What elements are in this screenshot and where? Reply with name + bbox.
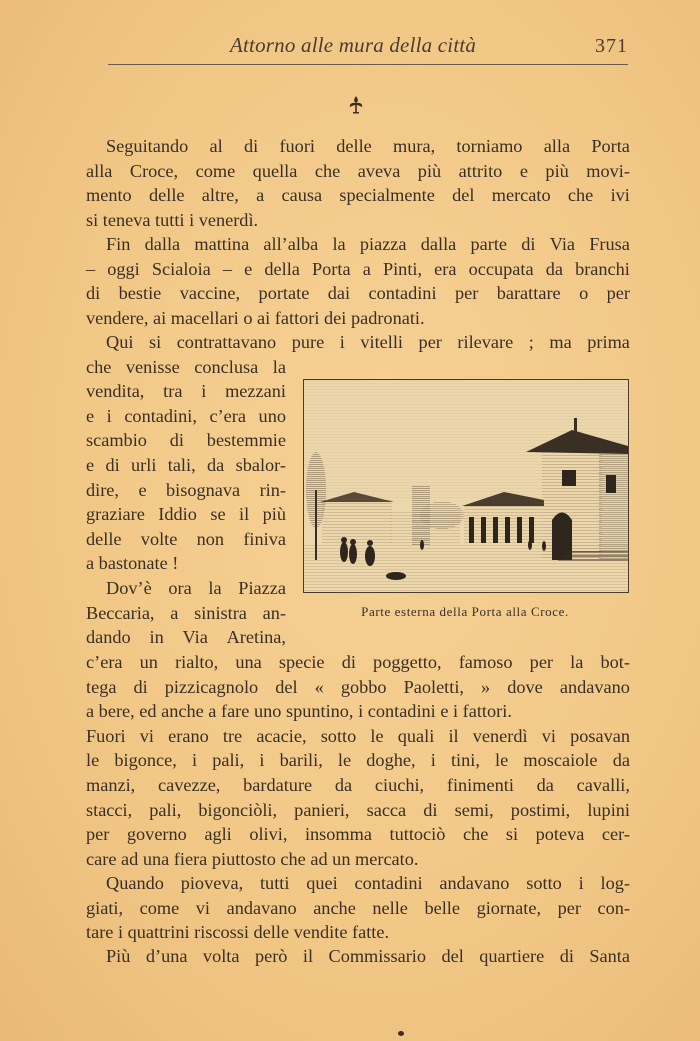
word: belle <box>424 897 460 918</box>
word: sotto <box>526 873 562 893</box>
text-line <box>86 601 286 626</box>
word: all’alba <box>263 234 319 254</box>
text-line <box>86 675 630 700</box>
word: bot- <box>600 652 630 672</box>
word: vi <box>541 725 556 746</box>
word: Frusa <box>589 234 630 254</box>
word: movi- <box>586 160 630 181</box>
text-line <box>86 281 630 306</box>
word: di <box>243 136 259 156</box>
word: Qui <box>106 332 134 352</box>
word: mezzani <box>225 381 286 402</box>
word: bigonciòli, <box>198 799 278 820</box>
text-line <box>86 404 286 429</box>
word: contadini <box>354 873 423 893</box>
word: insomma <box>304 824 372 845</box>
text-line <box>86 502 286 527</box>
word: specialmente <box>339 185 435 206</box>
word: postimi, <box>510 799 571 820</box>
word: della <box>264 258 300 279</box>
word: e <box>244 258 253 279</box>
text-line <box>86 650 630 675</box>
word: il <box>239 504 250 525</box>
word: – <box>86 258 96 279</box>
word: di <box>86 283 101 304</box>
word: gobbo <box>340 676 387 697</box>
word: attrito <box>458 160 503 181</box>
word: che <box>567 185 594 206</box>
running-head <box>108 30 628 62</box>
word: ora <box>168 577 192 598</box>
word: venerdì <box>472 725 528 746</box>
text-line <box>86 134 630 159</box>
word: Fin <box>106 234 131 254</box>
word: di <box>105 454 120 475</box>
word: la <box>208 577 222 598</box>
word: che <box>86 356 112 377</box>
word: parte <box>470 234 508 254</box>
word: dire, <box>86 479 119 500</box>
word: a <box>256 185 265 206</box>
word: Quando <box>106 873 164 893</box>
word: Più <box>106 946 131 966</box>
word: tini, <box>450 750 480 771</box>
word: contadini, <box>124 405 197 426</box>
word: i <box>201 381 207 402</box>
word: acacie, <box>256 725 307 746</box>
word: cer- <box>601 824 630 845</box>
word: cavezze, <box>157 774 221 795</box>
word: poggetto, <box>373 652 442 672</box>
word: come <box>195 160 236 181</box>
text-line <box>86 822 630 847</box>
word: andavano <box>226 897 297 918</box>
word: – <box>222 258 233 279</box>
word: pizzicagnolo <box>164 676 259 697</box>
text-line: si teneva tutti i venerdì. <box>86 209 259 230</box>
word: governo <box>126 824 187 845</box>
word: mura, <box>393 136 436 156</box>
fleuron-icon <box>345 94 367 116</box>
word: agli <box>204 824 232 845</box>
text-line: a bastonate ! <box>86 553 179 574</box>
word: pali, <box>212 750 245 771</box>
word: Scialoia <box>151 258 211 279</box>
word: venisse <box>125 356 180 377</box>
word: contrattavano <box>176 332 277 352</box>
word: Fuori <box>86 725 126 746</box>
word: bestie <box>118 283 162 304</box>
text-line <box>86 232 630 257</box>
word: i <box>191 750 198 771</box>
word: delle <box>86 528 122 549</box>
word: dai <box>327 283 351 304</box>
word: dalla <box>144 234 181 254</box>
word: di <box>559 946 574 966</box>
word: mattina <box>194 234 250 254</box>
word: quella <box>252 160 298 181</box>
word: vi <box>139 725 154 746</box>
word: prima <box>587 332 630 352</box>
text-line <box>86 183 630 208</box>
word: ivi <box>610 185 630 206</box>
word: da <box>545 258 563 279</box>
text-line <box>86 330 630 355</box>
word: tre <box>222 725 243 746</box>
word: per <box>557 897 581 918</box>
engraving-illustration <box>303 379 629 593</box>
word: posavan <box>570 725 630 746</box>
word: c’era <box>209 405 246 426</box>
word: tutti <box>259 873 290 893</box>
word: altre, <box>201 185 239 206</box>
word: dove <box>507 676 543 697</box>
word: volte <box>140 528 178 549</box>
word: giati, <box>86 897 124 918</box>
word: pure <box>291 332 325 352</box>
text-line <box>86 453 286 478</box>
running-title: Attorno alle mura della città <box>230 33 477 57</box>
word: Croce, <box>129 160 179 181</box>
word: log- <box>600 873 630 893</box>
text-line <box>86 944 630 969</box>
word: c’era <box>86 652 123 672</box>
narrow-column <box>86 355 286 650</box>
word: an- <box>262 602 286 623</box>
word: torniamo <box>456 136 523 156</box>
text-line <box>86 798 630 823</box>
word: quartiere <box>479 946 545 966</box>
word: andavano <box>439 873 510 893</box>
word: rialto, <box>175 652 219 672</box>
word: nelle <box>372 897 408 918</box>
text-line <box>86 428 286 453</box>
word: la <box>570 652 584 672</box>
word: mercato <box>491 185 551 206</box>
word: branchi <box>575 258 630 279</box>
word: graziare <box>86 504 145 525</box>
word: si <box>148 332 162 352</box>
word: tuttociò <box>389 824 446 845</box>
word: però <box>254 946 288 966</box>
word: contadini <box>368 283 437 304</box>
word: sotto <box>320 725 357 746</box>
word: la <box>272 356 286 377</box>
word: rilevare <box>457 332 514 352</box>
word: « <box>314 676 324 697</box>
word: ciuchi, <box>374 774 425 795</box>
word: il <box>302 946 314 966</box>
word: Seguitando <box>106 136 189 156</box>
word: moscaiole <box>523 750 598 771</box>
paragraph-6 <box>86 944 630 969</box>
word: per <box>529 652 554 672</box>
word: e <box>519 160 528 181</box>
text-line <box>86 896 630 921</box>
page-mark <box>398 1031 404 1036</box>
word: panieri, <box>294 799 350 820</box>
word: Beccaria, <box>86 602 155 623</box>
word: giornate, <box>476 897 542 918</box>
word: per <box>86 824 110 845</box>
word: di <box>341 652 356 672</box>
text-line <box>86 379 286 404</box>
word: le <box>337 750 352 771</box>
paragraph-2 <box>86 232 630 330</box>
word: andavano <box>559 676 630 697</box>
word: doghe, <box>366 750 416 771</box>
word: Dov’è <box>106 577 152 598</box>
word: più <box>262 504 286 525</box>
text-line <box>86 576 286 601</box>
word: volta <box>202 946 240 966</box>
word: di <box>133 676 148 697</box>
word: manzi, <box>86 774 136 795</box>
word: bigonce, <box>114 750 177 771</box>
word: Via <box>549 234 576 254</box>
word: stacci, <box>86 799 133 820</box>
word: da <box>334 774 353 795</box>
word: finiva <box>243 528 286 549</box>
word: tega <box>86 676 117 697</box>
word: vi <box>195 897 211 918</box>
word: i <box>339 332 345 352</box>
word: occupata <box>468 258 534 279</box>
word: di <box>169 430 184 451</box>
word: per <box>606 283 630 304</box>
word: famoso <box>458 652 513 672</box>
word: del <box>441 946 464 966</box>
word: bisognava <box>166 479 241 500</box>
text-line <box>86 748 630 773</box>
paragraph-4 <box>86 650 630 871</box>
word: si <box>505 824 519 845</box>
porta-alla-croce-engraving <box>304 380 628 592</box>
word: cavalli, <box>576 774 630 795</box>
word: le <box>86 750 100 771</box>
word: aveva <box>357 160 401 181</box>
paragraph-1 <box>86 134 630 232</box>
word: urli <box>131 454 157 475</box>
text-line <box>86 478 286 503</box>
word: con- <box>597 897 630 918</box>
word: le <box>370 725 384 746</box>
word: sinistra <box>194 602 247 623</box>
word: e <box>86 405 95 426</box>
text-line: tare i quattrini riscossi delle vendite fatte. <box>86 922 390 943</box>
word: Aretina, <box>226 627 286 648</box>
word: poteva <box>535 824 585 845</box>
word: alla <box>543 136 571 156</box>
word: o <box>579 283 589 304</box>
word: di <box>521 234 536 254</box>
word: in <box>149 627 164 648</box>
word: vitelli <box>360 332 404 352</box>
word: Porta <box>312 258 351 279</box>
text-line <box>86 257 630 282</box>
word: barili, <box>279 750 323 771</box>
word: Via <box>182 627 208 648</box>
word: che <box>314 160 341 181</box>
word: pioveva, <box>180 873 244 893</box>
word: Commissario <box>328 946 427 966</box>
word: e <box>138 479 147 500</box>
text-line: care ad una fiera piuttosto che ad un mercato. <box>86 848 419 869</box>
word: vaccine, <box>179 283 241 304</box>
word: alla <box>86 160 113 181</box>
word: di <box>423 799 438 820</box>
word: non <box>196 528 225 549</box>
word: i <box>430 750 436 771</box>
word: barattare <box>496 283 561 304</box>
word: e <box>86 454 95 475</box>
word: rin- <box>259 479 286 500</box>
text-line <box>86 724 630 749</box>
word: specie <box>278 652 325 672</box>
word: delle <box>336 136 372 156</box>
word: Piazza <box>238 577 286 598</box>
word: a <box>170 602 179 623</box>
word: tali, <box>167 454 196 475</box>
text-line <box>86 527 286 552</box>
word: per <box>454 283 479 304</box>
word: a <box>362 258 371 279</box>
word: quei <box>306 873 338 893</box>
text-line <box>86 355 286 380</box>
word: da <box>206 454 225 475</box>
word: da <box>536 774 554 795</box>
word: conclusa <box>194 356 259 377</box>
text-line <box>86 773 630 798</box>
word: » <box>481 676 491 697</box>
word: oggi <box>107 258 140 279</box>
word: i <box>106 405 112 426</box>
word: sacca <box>366 799 407 820</box>
word: anche <box>313 897 356 918</box>
word: ; <box>528 332 534 352</box>
word: uno <box>258 405 286 426</box>
word: i <box>259 750 265 771</box>
word: ma <box>549 332 572 352</box>
text-line <box>86 159 630 184</box>
word: più <box>417 160 442 181</box>
word: d’una <box>145 946 188 966</box>
word: la <box>332 234 346 254</box>
word: erano <box>168 725 209 746</box>
word: se <box>210 504 226 525</box>
word: portate <box>258 283 310 304</box>
word: semi, <box>454 799 494 820</box>
word: lupini <box>587 799 630 820</box>
word: i <box>578 873 584 893</box>
text-line <box>86 871 630 896</box>
text-line: vendere, ai macellari o ai fattori dei padronati. <box>86 307 425 328</box>
word: al <box>209 136 223 156</box>
word: del <box>452 185 475 206</box>
word: come <box>139 897 180 918</box>
word: il <box>448 725 459 746</box>
word: finimenti <box>446 774 514 795</box>
paragraph-5 <box>86 871 630 945</box>
word: fuori <box>279 136 315 156</box>
word: Paoletti, <box>403 676 464 697</box>
word: Pinti, <box>382 258 423 279</box>
figure-caption: Parte esterna della Porta alla Croce. <box>361 604 569 619</box>
header-rule <box>108 64 628 65</box>
word: per <box>418 332 442 352</box>
word: pali, <box>149 799 182 820</box>
word: mento <box>86 185 132 206</box>
word: Iddio <box>158 504 197 525</box>
word: un <box>139 652 158 672</box>
word: bestemmie <box>206 430 286 451</box>
word: olivi, <box>249 824 288 845</box>
word: dalla <box>420 234 457 254</box>
word: più <box>545 160 569 181</box>
word: Santa <box>589 946 630 966</box>
word: vendita, <box>86 381 145 402</box>
word: una <box>235 652 262 672</box>
text-line <box>86 625 286 650</box>
word: bardature <box>243 774 313 795</box>
word: piazza <box>359 234 407 254</box>
word: del <box>275 676 298 697</box>
word: dando <box>86 627 131 648</box>
word: che <box>462 824 489 845</box>
text-line: a bere, ed anche a fare uno spuntino, i contadini e i fattori. <box>86 701 512 722</box>
word: era <box>434 258 457 279</box>
word: delle <box>148 185 185 206</box>
page-number: 371 <box>595 35 628 57</box>
word: quali <box>397 725 435 746</box>
word: le <box>495 750 509 771</box>
word: scambio <box>86 430 147 451</box>
word: tra <box>163 381 183 402</box>
word: Porta <box>591 136 630 156</box>
word: causa <box>281 185 323 206</box>
word: sbalor- <box>235 454 286 475</box>
word: da <box>612 750 630 771</box>
